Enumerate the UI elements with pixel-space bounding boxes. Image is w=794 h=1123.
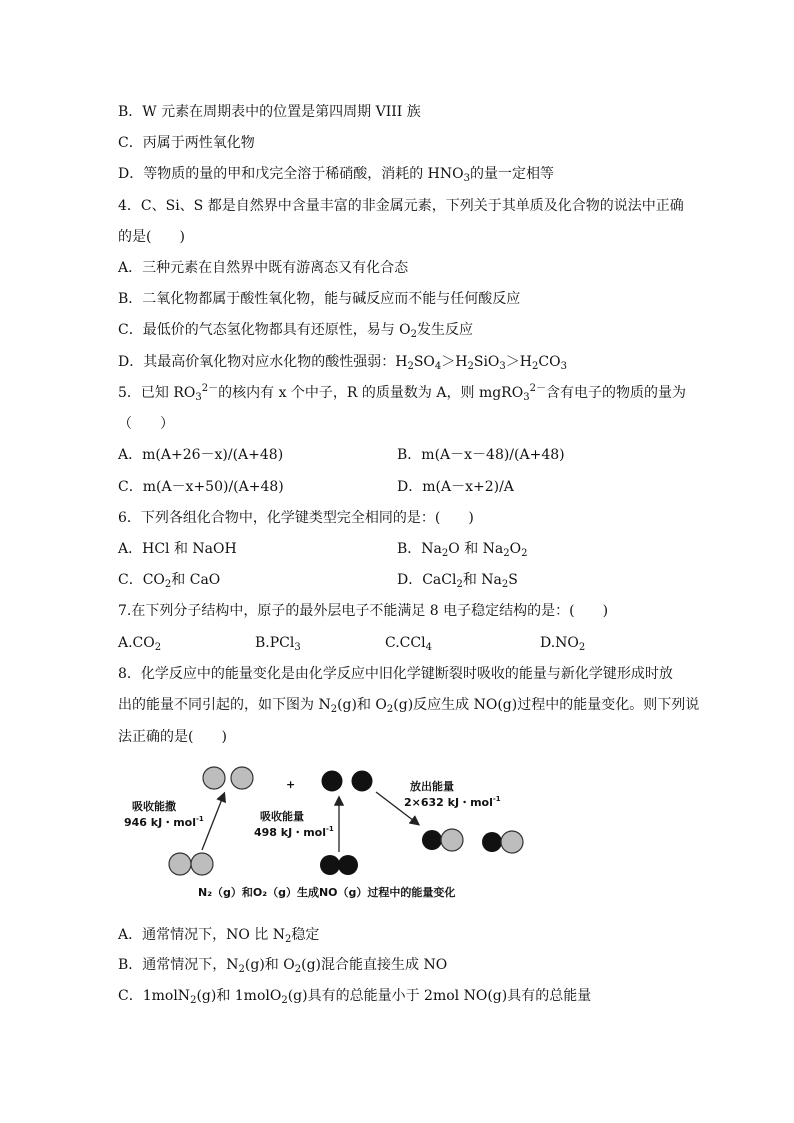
o-atom-top-2 bbox=[352, 771, 372, 791]
figure-caption: N₂（g）和O₂（g）生成NO（g）过程中的能量变化 bbox=[198, 886, 456, 899]
q4-stem-line2: 的是( ) bbox=[118, 229, 185, 245]
n2-molecule-atom-2 bbox=[191, 853, 213, 875]
q8-option-b: B．通常情况下，$N_2(g)$和 $O_2(g)$混合能直接生成 NO bbox=[118, 957, 448, 975]
q8-stem-line3: 法正确的是( ) bbox=[118, 729, 227, 745]
energy-change-diagram bbox=[118, 758, 558, 908]
q7-option-c: C.CCl$_4$ bbox=[385, 635, 432, 653]
q8-stem-line1: 8．化学反应中的能量变化是由化学反应中旧化学键断裂时吸收的能量与新化学键形成时放 bbox=[118, 666, 673, 682]
q7-option-a: $A.CO_2$ bbox=[118, 635, 162, 653]
q4-option-d: D．其最高价氧化物对应水化物的酸性强弱：$H_2SO_4>H_2SiO_3>H_2CO_3$ bbox=[118, 354, 567, 372]
absorb-label-o2-value: 498 kJ・mol$^{-1}$ bbox=[254, 825, 334, 839]
n2-molecule-atom-1 bbox=[169, 853, 191, 875]
absorb-label-n2-value: 946 kJ・mol$^{-1}$ bbox=[124, 815, 204, 829]
q7-option-d: $D.NO_2$ bbox=[540, 635, 586, 653]
no-molecule-1-o bbox=[422, 830, 442, 850]
q3-option-d: D．等物质的量的甲和戊完全溶于稀硝酸，消耗的 $HNO_3$的量一定相等 bbox=[118, 166, 554, 184]
absorb-arrow-n2 bbox=[202, 794, 224, 850]
q5-stem-line1: 5．已知 $RO_3^{2-}$的核内有 x 个中子，R 的质量数为 A，则 mgRO$_3^{2-}$含有电子的物质的量为 bbox=[118, 383, 686, 403]
release-label-value: 2×632 kJ・mol$^{-1}$ bbox=[404, 795, 501, 809]
q7-stem: 7.在下列分子结构中，原子的最外层电子不能满足 8 电子稳定结构的是：( ) bbox=[118, 603, 609, 619]
q4-option-a: A．三种元素在自然界中既有游离态又有化合态 bbox=[118, 260, 409, 276]
q5-stem-line2: （ ） bbox=[118, 416, 174, 432]
q6-option-c: C．$CO_2$和 CaO bbox=[118, 572, 221, 590]
n-atom-top-2 bbox=[231, 767, 253, 789]
no-molecule-1-n bbox=[441, 829, 463, 851]
q6-option-b: B．$Na_2O$ 和 $Na_2O_2$ bbox=[397, 541, 528, 559]
n-atom-top-1 bbox=[203, 767, 225, 789]
o-atom-top-1 bbox=[322, 771, 342, 791]
q5-option-c: C．m(A－x+50)/(A+48) bbox=[118, 479, 284, 495]
q8-option-c: C．1molN$_2$(g)和 1molO$_2$(g)具有的总能量小于 2mol NO(g)具有的总能量 bbox=[118, 988, 592, 1006]
q8-stem-line2: 出的能量不同引起的，如下图为 $N_2(g)$和 $O_2(g)$反应生成 NO(g)过程中的能量变化。则下列说 bbox=[118, 697, 700, 715]
q4-stem-line1: 4．C、Si、S 都是自然界中含量丰富的非金属元素，下列关于其单质及化合物的说法中正确 bbox=[118, 198, 684, 214]
release-label-title: 放出能量 bbox=[410, 780, 454, 793]
no-molecule-2-n bbox=[501, 831, 523, 853]
q5-option-a: A．m(A+26－x)/(A+48) bbox=[118, 447, 284, 463]
q5-option-b: B．m(A－x－48)/(A+48) bbox=[397, 447, 565, 463]
no-molecule-2-o bbox=[482, 832, 502, 852]
q6-stem: 6．下列各组化合物中，化学键类型完全相同的是：( ) bbox=[118, 510, 474, 526]
q4-option-b: B．二氧化物都属于酸性氧化物，能与碱反应而不能与任何酸反应 bbox=[118, 291, 521, 307]
absorb-label-o2-title: 吸收能量 bbox=[260, 810, 304, 823]
absorb-label-n2-title: 吸收能撒 bbox=[132, 800, 176, 813]
q3-option-b: B．W 元素在周期表中的位置是第四周期 VIII 族 bbox=[118, 104, 421, 120]
q3-option-c: C．丙属于两性氧化物 bbox=[118, 135, 255, 151]
plus-sign: + bbox=[286, 778, 296, 791]
q7-option-b: B.PCl$_3$ bbox=[255, 635, 301, 653]
q5-option-d: D．m(A－x+2)/A bbox=[397, 479, 514, 495]
q6-option-d: D．CaCl$_2$和 $Na_2S$ bbox=[397, 572, 518, 590]
o2-molecule-atom-1 bbox=[320, 855, 340, 875]
q4-option-c: C．最低价的气态氢化物都具有还原性，易与 $O_2$发生反应 bbox=[118, 322, 474, 340]
q6-option-a: A．HCl 和 NaOH bbox=[118, 541, 237, 557]
o2-molecule-atom-2 bbox=[338, 855, 358, 875]
q8-option-a: A．通常情况下，NO 比 $N_2$稳定 bbox=[118, 927, 320, 945]
